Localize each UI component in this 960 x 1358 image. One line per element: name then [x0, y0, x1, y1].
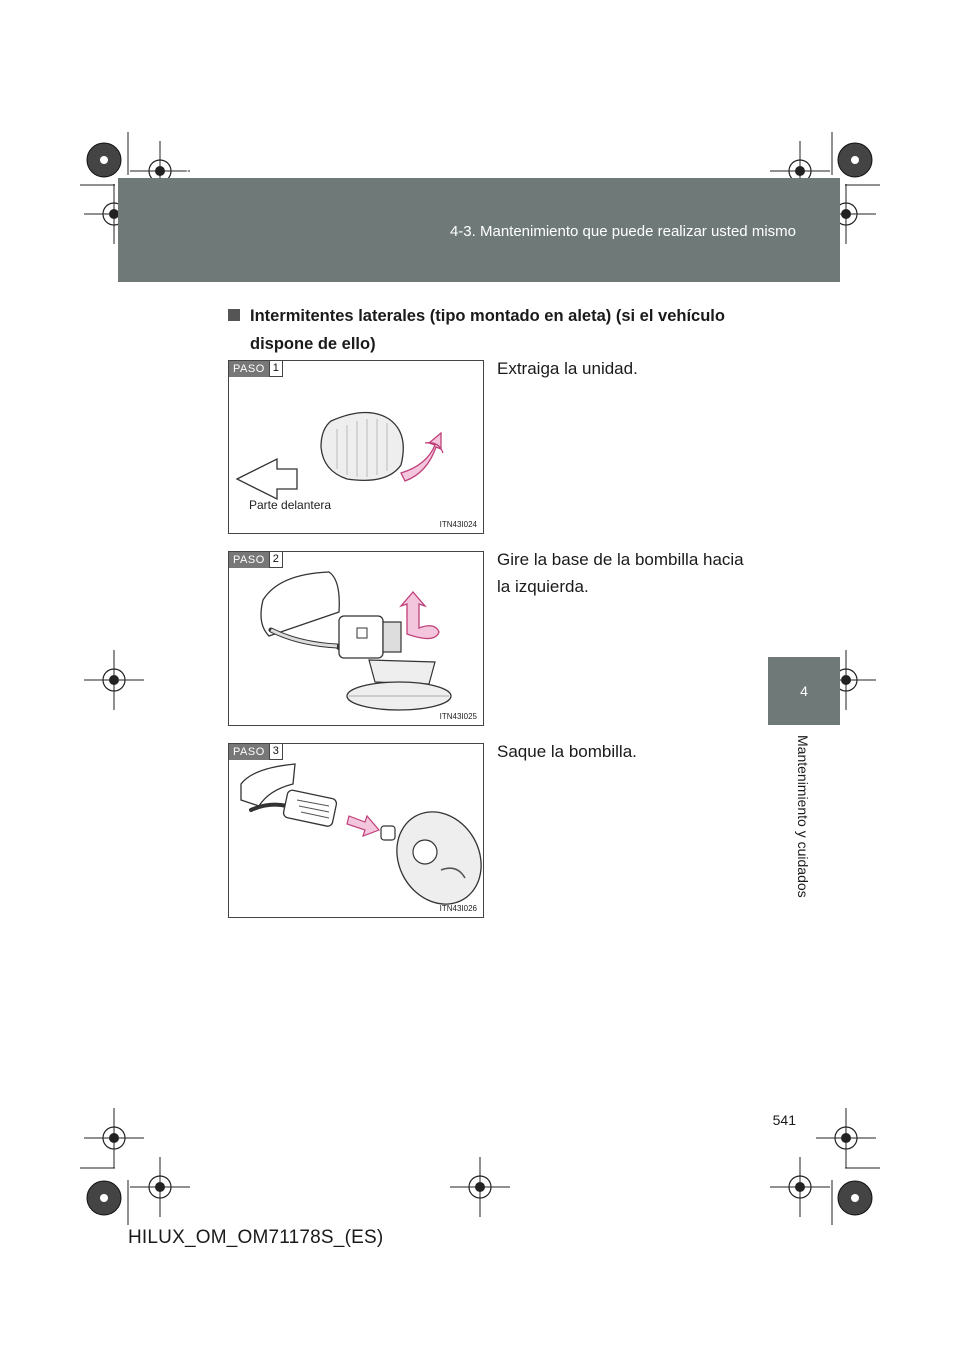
section-heading	[228, 302, 748, 358]
step-3-text: Saque la bombilla.	[497, 742, 637, 761]
figure-code: ITN43I025	[439, 712, 477, 721]
step-2-badge: PASO 2	[229, 552, 283, 568]
figure-code: ITN43I024	[439, 520, 477, 529]
lamp-lens	[321, 412, 403, 480]
heading-line-2: dispone de ello)	[250, 335, 376, 353]
step-2-text-line-1: Gire la base de la bombilla hacia	[497, 550, 744, 569]
footer-doc-id: HILUX_OM_OM71178S_(ES)	[128, 1227, 384, 1248]
chapter-number: 4	[800, 683, 808, 699]
front-caption: Parte delantera	[249, 498, 332, 512]
figure-code: ITN43I026	[439, 904, 477, 913]
page-number: 541	[772, 1112, 796, 1128]
chapter-label: Mantenimiento y cuidados	[795, 735, 811, 898]
rotate-arrow-icon	[401, 592, 439, 639]
rotate-arrow-icon	[401, 433, 441, 481]
step-3-figure	[228, 743, 484, 918]
extract-arrow-icon	[347, 816, 379, 836]
bulb	[381, 826, 395, 840]
bulb-extraction-illustration	[229, 744, 483, 917]
step-1-badge: PASO 1	[229, 361, 283, 377]
square-bullet-icon	[228, 309, 240, 321]
step-1-figure	[228, 360, 484, 534]
bulb-base-rotation-illustration	[229, 552, 483, 725]
step-2-text-line-2: la izquierda.	[497, 577, 589, 596]
section-title: 4-3. Mantenimiento que puede realizar usted mismo	[449, 223, 796, 240]
step-1-text: Extraiga la unidad.	[497, 359, 638, 378]
heading-line-1: Intermitentes laterales (tipo montado en aleta) (si el vehículo	[250, 307, 725, 325]
step-2-figure	[228, 551, 484, 726]
step-3-badge: PASO 3	[229, 744, 283, 760]
front-arrow-icon	[237, 459, 297, 499]
step-2-text	[497, 546, 767, 600]
file-stamp: HILUX_OM_OM71178S_(ES).book Page 541 Wednesday, May 16, 2012 3:09 PM	[186, 166, 595, 177]
